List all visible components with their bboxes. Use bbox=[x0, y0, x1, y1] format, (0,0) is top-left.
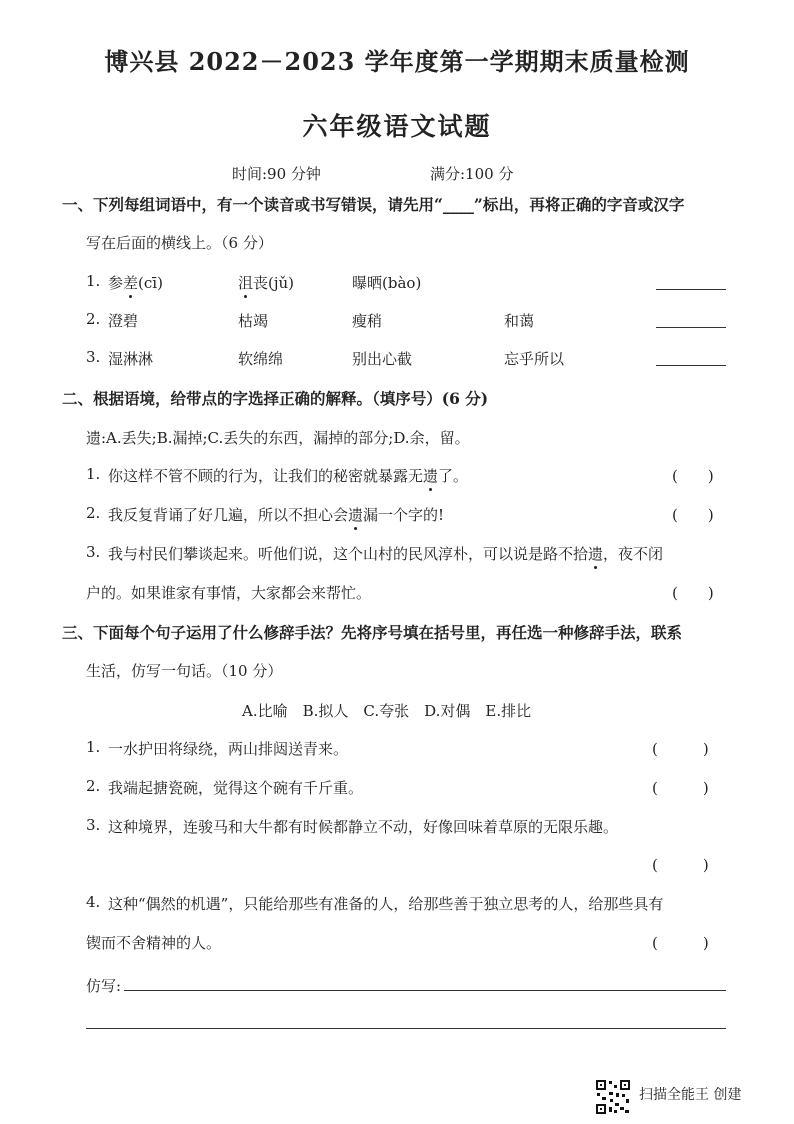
s3-q4-answer-paren[interactable]: ( ) bbox=[652, 934, 709, 952]
qr-code-icon bbox=[595, 1079, 631, 1115]
s1-row2-word1: 澄碧 bbox=[108, 312, 139, 330]
s1-row3-num: 3. bbox=[86, 348, 101, 366]
scanner-watermark: 扫描全能王 创建 bbox=[639, 1087, 742, 1103]
s2-q1-text: 你这样不管不顾的行为，让我们的秘密就暴露无遗了。 bbox=[108, 467, 469, 485]
page-title: 博兴县 2022－2023 学年度第一学期期末质量检测 bbox=[104, 47, 690, 76]
s2-q3-answer-paren[interactable]: ( ) bbox=[672, 584, 714, 602]
s1-row1-answer-line[interactable] bbox=[656, 289, 726, 290]
s2-q3-num: 3. bbox=[86, 543, 101, 561]
s2-q2-answer-paren[interactable]: ( ) bbox=[672, 506, 714, 524]
section-1-heading-cont: 写在后面的横线上。（6 分） bbox=[86, 234, 273, 252]
s2-definition: 遗:A.丢失;B.漏掉;C.丢失的东西，漏掉的部分;D.余，留。 bbox=[86, 429, 470, 447]
s1-row2-word4: 和蔼 bbox=[504, 312, 535, 330]
s1-row2-num: 2. bbox=[86, 310, 101, 328]
s2-q1-num: 1. bbox=[86, 465, 101, 483]
page-subtitle: 六年级语文试题 bbox=[302, 112, 492, 141]
s3-q2-num: 2. bbox=[86, 777, 101, 795]
s3-q1-text: 一水护田将绿绕，两山排闼送青来。 bbox=[108, 740, 349, 758]
section-3-heading: 三、下面每个句子运用了什么修辞手法？先将序号填在括号里，再任选一种修辞手法，联系 bbox=[62, 623, 683, 642]
s1-row1-num: 1. bbox=[86, 272, 101, 290]
s3-imitate-label: 仿写: bbox=[86, 977, 122, 995]
exam-score: 满分:100 分 bbox=[430, 165, 514, 183]
s2-q3-text: 我与村民们攀谈起来。听他们说，这个山村的民风淳朴，可以说是路不拾遗，夜不闭 bbox=[108, 545, 664, 563]
s1-row3-answer-line[interactable] bbox=[656, 365, 726, 366]
s1-row1-word2: 沮丧(jǔ) bbox=[238, 274, 295, 292]
s2-q2-text: 我反复背诵了好几遍，所以不担心会遗漏一个字的! bbox=[108, 506, 445, 524]
section-3-heading-cont: 生活，仿写一句话。（10 分） bbox=[86, 662, 283, 680]
s2-q2-num: 2. bbox=[86, 504, 101, 522]
s2-q3-text-cont: 户的。如果谁家有事情，大家都会来帮忙。 bbox=[86, 584, 372, 602]
s3-q3-answer-paren[interactable]: ( ) bbox=[652, 856, 709, 874]
s1-row3-word1: 湿淋淋 bbox=[108, 350, 154, 368]
exam-time: 时间:90 分钟 bbox=[232, 165, 321, 183]
s1-row2-word2: 枯竭 bbox=[238, 312, 269, 330]
s3-imitate-line-2[interactable] bbox=[86, 1028, 726, 1029]
s1-row3-word3: 别出心截 bbox=[352, 350, 413, 368]
s3-q3-num: 3. bbox=[86, 816, 101, 834]
s1-row2-word3: 瘦稍 bbox=[352, 312, 383, 330]
s1-row1-word3: 曝晒(bào) bbox=[352, 274, 422, 292]
s3-q1-num: 1. bbox=[86, 738, 101, 756]
s3-q4-num: 4. bbox=[86, 893, 101, 911]
s3-q1-answer-paren[interactable]: ( ) bbox=[652, 740, 709, 758]
s3-q4-text-cont: 锲而不舍精神的人。 bbox=[86, 934, 222, 952]
s1-row3-word4: 忘乎所以 bbox=[504, 350, 565, 368]
section-1-heading: 一、下列每组词语中，有一个读音或书写错误，请先用“____”标出，再将正确的字音或汉字 bbox=[62, 195, 685, 214]
s3-q4-text: 这种“偶然的机遇”，只能给那些有准备的人，给那些善于独立思考的人，给那些具有 bbox=[108, 895, 664, 913]
s2-q1-answer-paren[interactable]: ( ) bbox=[672, 467, 714, 485]
s3-q2-answer-paren[interactable]: ( ) bbox=[652, 779, 709, 797]
section-2-heading: 二、根据语境，给带点的字选择正确的解释。（填序号）(6 分) bbox=[62, 389, 489, 408]
s3-q3-text: 这种境界，连骏马和大牛都有时候都静立不动，好像回味着草原的无限乐趣。 bbox=[108, 818, 619, 836]
s1-row2-answer-line[interactable] bbox=[656, 327, 726, 328]
s1-row1-word1: 参差(cī) bbox=[108, 274, 163, 292]
s3-q2-text: 我端起搪瓷碗，觉得这个碗有千斤重。 bbox=[108, 779, 364, 797]
s3-imitate-line-1[interactable] bbox=[124, 990, 726, 991]
s1-row3-word2: 软绵绵 bbox=[238, 350, 284, 368]
s3-options: A.比喻 B.拟人 C.夸张 D.对偶 E.排比 bbox=[242, 702, 532, 720]
